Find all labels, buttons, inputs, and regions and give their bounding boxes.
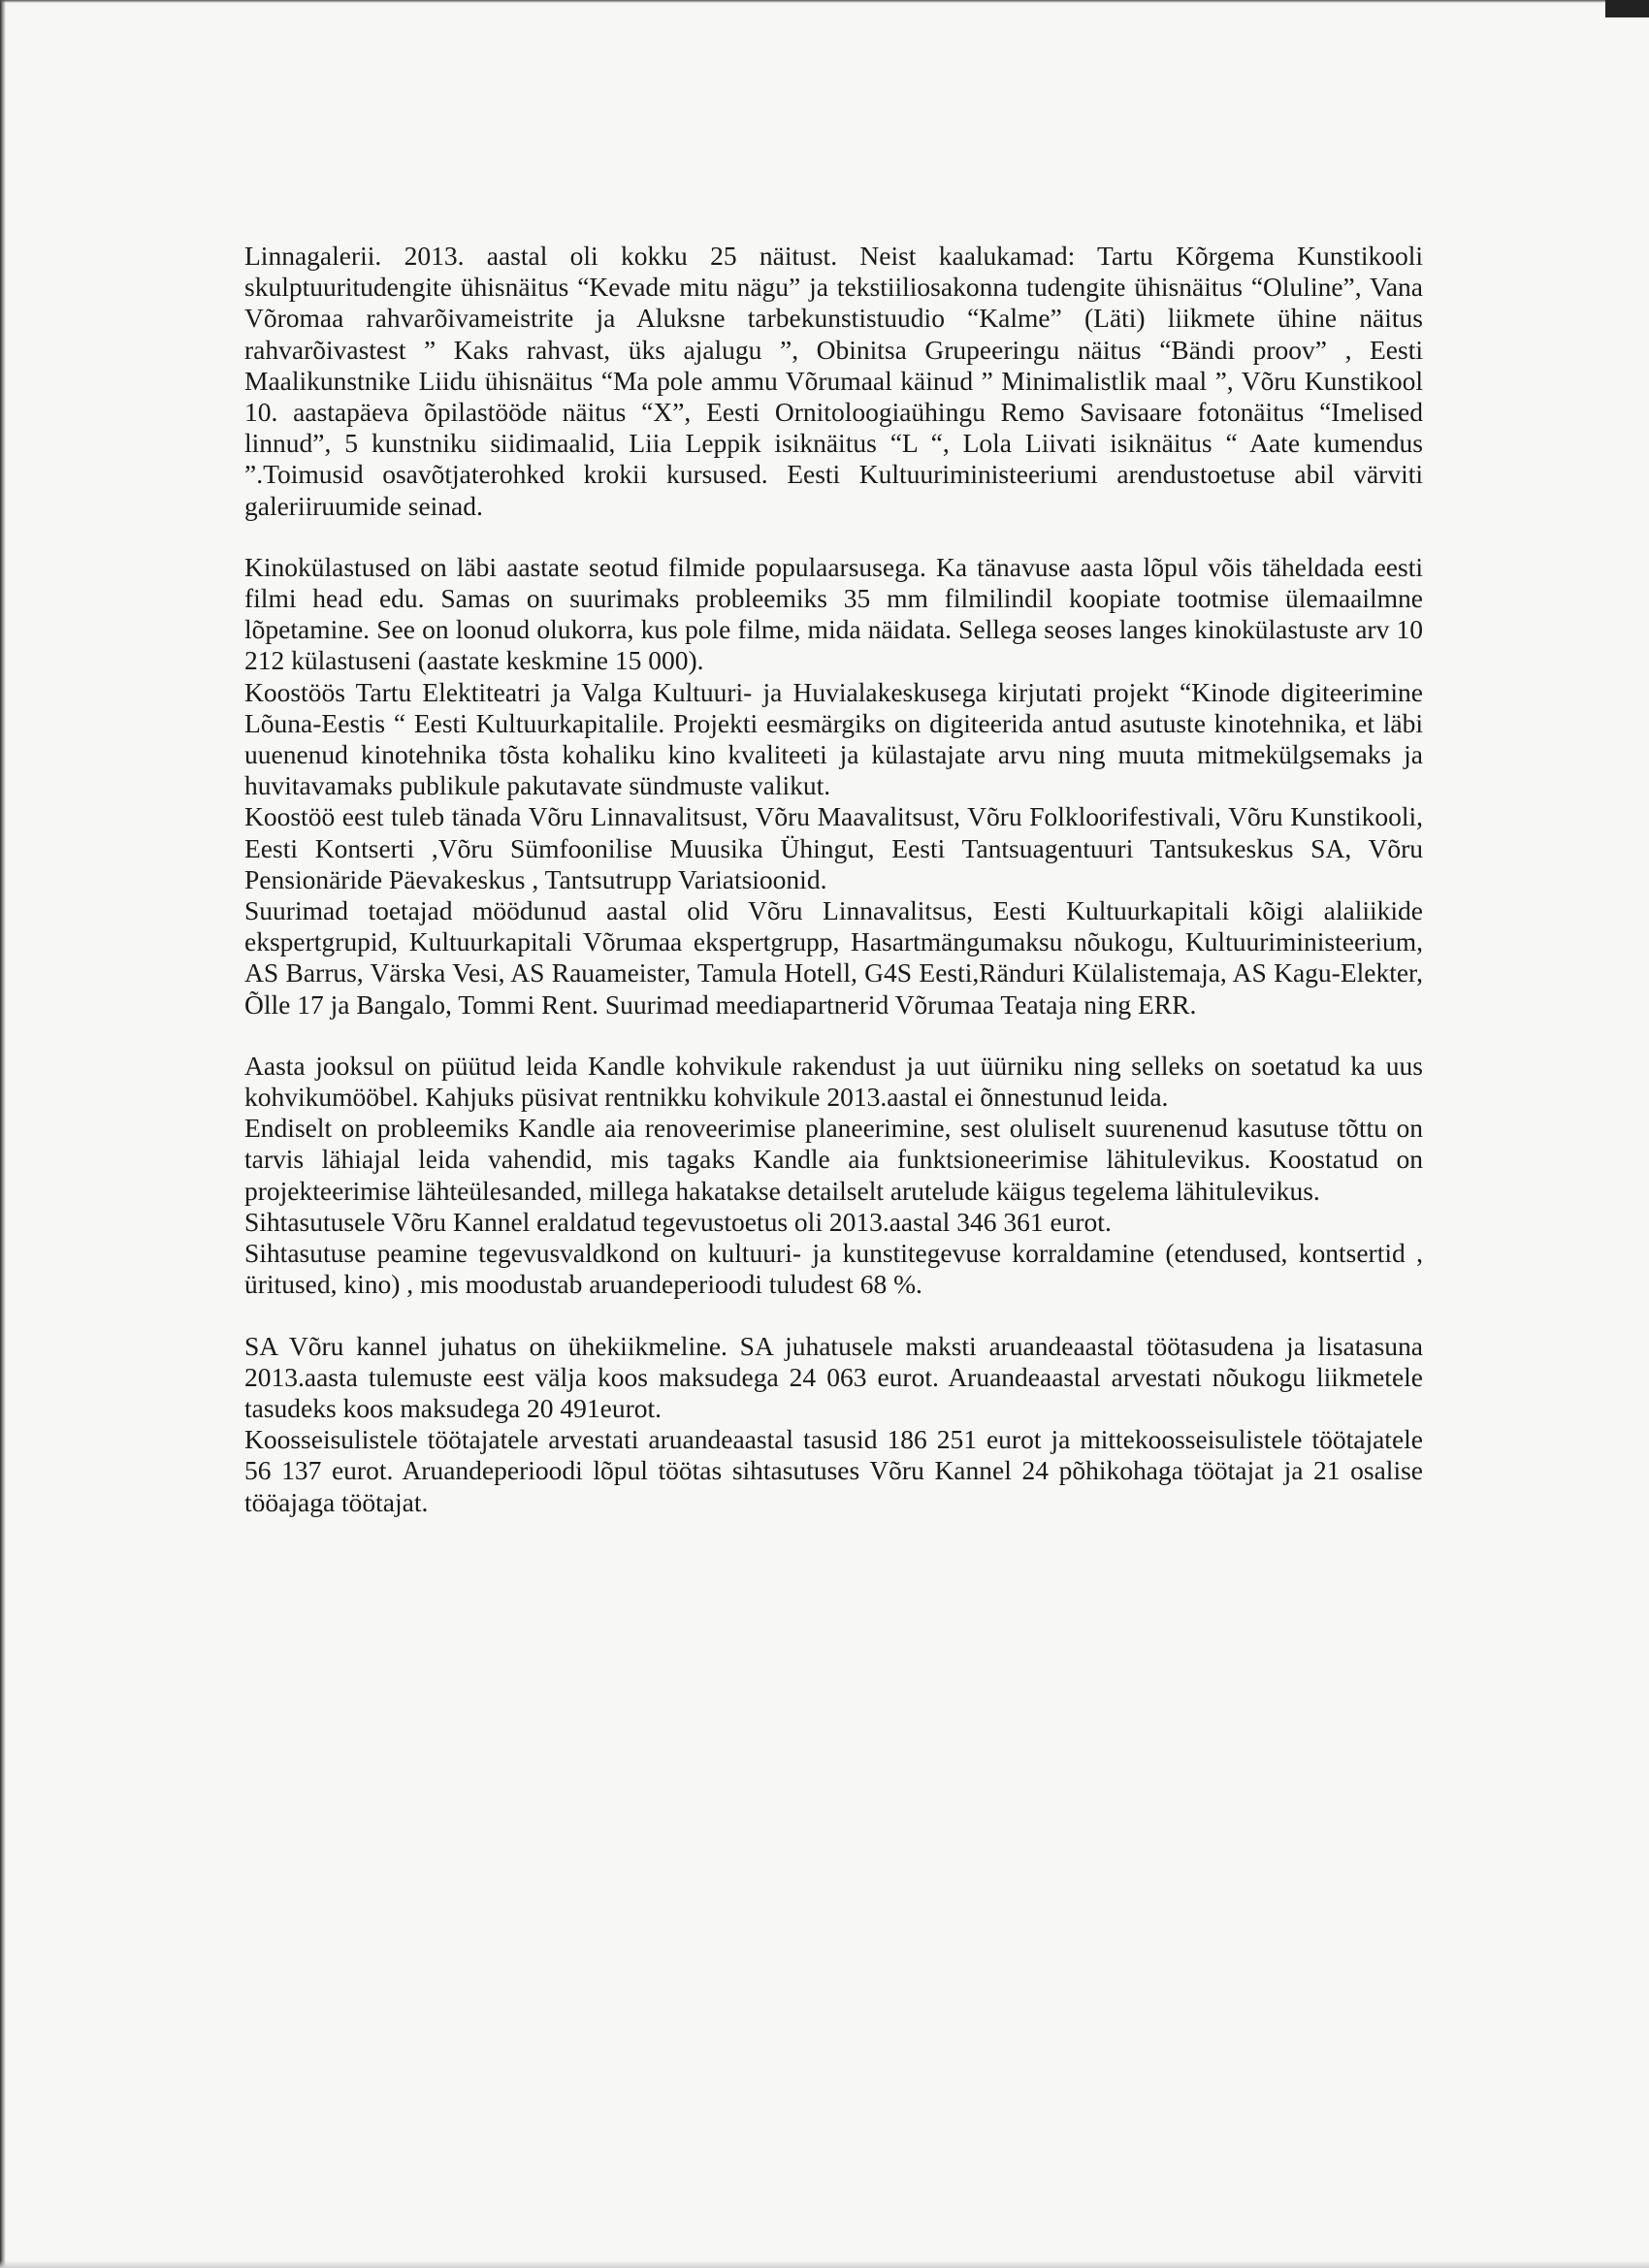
document-body <box>244 241 1423 1518</box>
paragraph-8: Sihtasutusele Võru Kannel eraldatud tegevustoetus oli 2013.aastal 346 361 eurot. <box>244 1206 1112 1237</box>
scan-edge-top <box>0 0 1649 3</box>
paragraph-gap <box>244 1301 1423 1331</box>
paragraph-9: Sihtasutuse peamine tegevusvaldkond on kultuuri- ja kunstitegevuse korraldamine (etendused, kontsertid , üritused, kino) , mis moodustab aruandeperioodi tuludest 68 %. <box>244 1238 1423 1300</box>
paragraph-11: Koosseisulistele töötajatele arvestati aruandeaastal tasusid 186 251 eurot ja mittekoosseisulistele töötajatele 56 137 eurot. Aruandeperioodi lõpul töötas sihtasutuses Võru Kannel 24 põhikohaga töötajat ja 21 osalise tööajaga töötajat. <box>244 1424 1423 1517</box>
paragraph-2: Kinokülastused on läbi aastate seotud filmide populaarsusega. Ka tänavuse aasta lõpul võis täheldada eesti filmi head edu. Samas on suurimaks probleemiks 35 mm filmilindil koopiate tootmise ülemaailmne lõpetamine. See on loonud olukorra, kus pole filme, mida näidata. Sellega seoses langes kinokülastuste arv 10 212 külastuseni (aastate keskmine 15 000). <box>244 551 1423 676</box>
paragraph-6: Aasta jooksul on püütud leida Kandle kohvikule rakendust ja uut üürniku ning selleks on soetatud ka uus kohvikumööbel. Kahjuks püsivat rentnikku kohvikule 2013.aastal ei õnnestunud leida. <box>244 1050 1423 1113</box>
paragraph-7: Endiselt on probleemiks Kandle aia renoveerimise planeerimine, sest oluliselt suurenenud kasutuse tõttu on tarvis lähiajal leida vahendid, mis tagaks Kandle aia funktsioneerimise lähitulevikus. Koostatud on projekteerimise lähteülesanded, millega hakatakse detailselt arutelude käigus tegelema lähitulevikus. <box>244 1113 1423 1206</box>
paragraph-1: Linnagalerii. 2013. aastal oli kokku 25 näitust. Neist kaalukamad: Tartu Kõrgema Kunstikooli skulptuuritudengite ühisnäitus “Kevade mitu nägu” ja tekstiiliosakonna tudengite ühisnäitus “Oluline”, Vana Võromaa rahvarõivameistrite ja Aluksne tarbekunstistuudio “Kalme” (Läti) liikmete ühine näitus rahvarõivastest ” Kaks rahvast, üks ajalugu ”, Obinitsa Grupeeringu näitus “Bändi proov” , Eesti Maalikunstnike Liidu ühisnäitus “Ma pole ammu Võrumaal käinud ” Minimalistlik maal ”, Võru Kunstikool 10. aastapäeva õpilastööde näitus “X”, Eesti Ornitoloogiaühingu Remo Savisaare fotonäitus “Imelised linnud”, 5 kunstniku siidimaalid, Liia Leppik isiknäitus “L “, Lola Liivati isiknäitus “ Aate kumendus ”.Toimusid osavõtjaterohked krokii kursused. Eesti Kultuuriministeeriumi arendustoetuse abil värviti galeriiruumide seinad. <box>244 241 1423 521</box>
scan-edge-bottom <box>0 2260 1649 2268</box>
paragraph-5: Suurimad toetajad möödunud aastal olid Võru Linnavalitsus, Eesti Kultuurkapitali kõigi alaliikide ekspertgrupid, Kultuurkapitali Võrumaa ekspertgrupp, Hasartmängumaksu nõukogu, Kultuuriministeerium, AS Barrus, Värska Vesi, AS Rauameister, Tamula Hotell, G4S Eesti,Ränduri Külalistemaja, AS Kagu-Elekter, Õlle 17 ja Bangalo, Tommi Rent. Suurimad meediapartnerid Võrumaa Teataja ning ERR. <box>244 895 1423 1020</box>
paragraph-gap <box>244 522 1423 552</box>
paragraph-10: SA Võru kannel juhatus on ühekiikmeline. SA juhatusele maksti aruandeaastal töötasudena ja lisatasuna 2013.aasta tulemuste eest välja koos maksudega 24 063 eurot. Aruandeaastal arvestati nõukogu liikmetele tasudeks koos maksudega 20 491eurot. <box>244 1330 1423 1423</box>
paragraph-4: Koostöö eest tuleb tänada Võru Linnavalitsust, Võru Maavalitsust, Võru Folkloorifestivali, Võru Kunstikooli, Eesti Kontserti ,Võru Sümfoonilise Muusika Ühingut, Eesti Tantsuagentuuri Tantsukeskus SA, Võru Pensionäride Päevakeskus , Tantsutrupp Variatsioonid. <box>244 801 1423 894</box>
scan-corner-shadow <box>1605 0 1649 17</box>
paragraph-gap <box>244 1021 1423 1051</box>
scan-edge-left <box>0 0 6 2268</box>
paragraph-3: Koostöös Tartu Elektiteatri ja Valga Kultuuri- ja Huvialakeskusega kirjutati projekt “Kinode digiteerimine Lõuna-Eestis “ Eesti Kultuurkapitalile. Projekti eesmärgiks on digiteerida antud asutuste kinotehnika, et läbi uuenenud kinotehnika tõsta kohaliku kino kvaliteeti ja külastajate arvu ning muuta mitmekülgsemaks ja huvitavamaks publikule pakutavate sündmuste valikut. <box>244 676 1423 801</box>
